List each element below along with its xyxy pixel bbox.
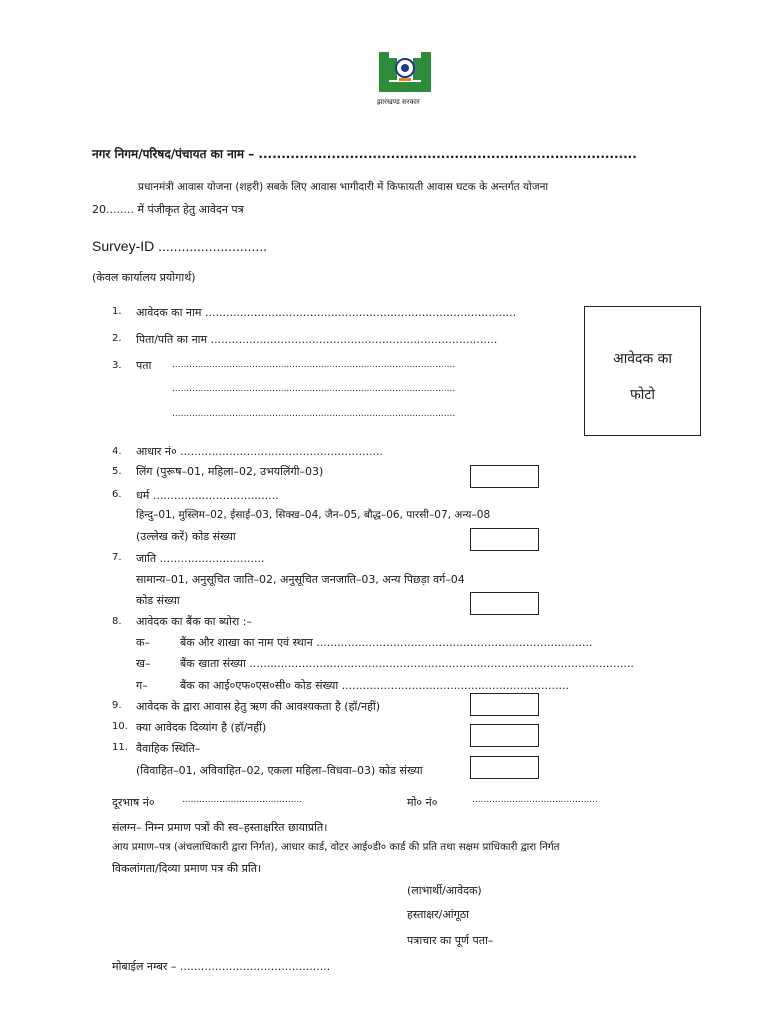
gender-code-box[interactable] <box>470 465 539 488</box>
mobile-label: मो० नं० <box>407 796 438 809</box>
mobile-dots: ............................................ <box>472 795 598 805</box>
field-number: 5. <box>112 466 122 477</box>
beneficiary-label: (लाभार्थी/आवेदक) <box>407 884 482 897</box>
caste-options: सामान्य–01, अनुसूचित जाति–02, अनुसूचित जनजाति–03, अन्य पिछड़ा वर्ग–04 <box>136 573 465 586</box>
address-line-1: ................................................................................................... <box>172 360 456 370</box>
field-number: 9. <box>112 700 122 711</box>
address-line-3: ................................................................................................... <box>172 409 456 419</box>
loan-required-field: आवेदक के द्वारा आवास हेतु ऋण की आवश्यकता है (हॉ/नहीं) <box>136 700 381 713</box>
field-number: 6. <box>112 489 122 500</box>
attachments-line-3: विकलांगता/दिव्या प्रमाण पत्र की प्रति। <box>112 862 262 875</box>
correspondence-address-label: पत्राचार का पूर्ण पता– <box>407 934 494 947</box>
field-number: 11. <box>112 742 128 753</box>
bank-branch-field: बैंक और शाखा का नाम एवं स्थान ............................................................................... <box>180 636 593 649</box>
field-number: 3. <box>112 360 122 371</box>
applicant-photo-box <box>584 306 701 436</box>
intro-line-1: प्रधानमंत्री आवास योजना (शहरी) सबके लिए आवास भागीदारी में किफायती आवास घटक के अन्तर्गत योजना <box>138 181 549 193</box>
disability-box[interactable] <box>470 724 539 747</box>
survey-id: Survey-ID ............................ <box>92 238 268 254</box>
field-number: 4. <box>112 446 122 457</box>
marital-status-options: (विवाहित–01, अविवाहित–02, एकला महिला–विधवा–03) कोड संख्या <box>136 764 423 777</box>
applicant-name-field: आवेदक का नाम ......................................................................................... <box>136 306 517 319</box>
intro-line-2: 20........ में पंजीकृत हेतु आवेदन पत्र <box>92 203 244 216</box>
phone-label: दूरभाष नं० <box>112 796 155 809</box>
bank-ifsc-field: बैंक का आई०एफ०एस०सी० कोड संख्या ................................................................. <box>180 679 569 692</box>
address-line-2: ................................................................................................... <box>172 384 456 394</box>
caste-code-label: कोड संख्या <box>136 594 180 607</box>
religion-field: धर्म .................................... <box>136 489 279 502</box>
attachments-line-2: आय प्रमाण–पत्र (अंचलाधिकारी द्वारा निर्गत), आधार कार्ड, वोटर आई०डी० कार्ड की प्रति तथा सक्षम प्राधिकारी द्वारा निर्गत <box>112 841 560 853</box>
caste-code-box[interactable] <box>470 592 539 615</box>
field-number: 1. <box>112 306 122 317</box>
bank-account-field: बैंक खाता संख्या .............................................................................................................. <box>180 657 634 670</box>
field-number: 8. <box>112 616 122 627</box>
field-number: 2. <box>112 333 122 344</box>
aadhaar-field: आधार नं० .......................................................... <box>136 445 383 458</box>
govt-label: झारखण्ड सरकार <box>377 98 420 106</box>
photo-label-2: फोटो <box>629 387 656 403</box>
office-use-note: (केवल कार्यालय प्रयोगार्थ) <box>92 271 196 284</box>
bank-subfield-label: ग– <box>136 679 148 692</box>
bank-details-heading: आवेदक का बैंक का ब्योरा :– <box>136 615 252 628</box>
mobile-number-field: मोबाईल नम्बर – ........................................... <box>112 960 331 973</box>
marital-status-field: वैवाहिक स्थिति– <box>136 742 201 755</box>
signature-label: हस्ताक्षर/आंगूठा <box>407 908 470 921</box>
caste-field: जाति .............................. <box>136 552 265 565</box>
field-number: 10. <box>112 721 128 732</box>
disability-field: क्या आवेदक दिव्यांग है (हॉ/नहीं) <box>136 721 267 734</box>
gender-field: लिंग (पुरूष–01, महिला–02, उभयलिंगी–03) <box>136 465 324 478</box>
bank-subfield-label: क– <box>136 636 150 649</box>
religion-options: हिन्दु–01, मुस्लिम–02, ईसाई–03, सिक्ख–04, जैन–05, बौद्ध–06, पारसी–07, अन्य–08 <box>136 509 491 521</box>
marital-status-box[interactable] <box>470 756 539 779</box>
attachments-line-1: संलग्न– निम्न प्रमाण पत्रों की स्व–हस्ताक्षरित छायाप्रति। <box>112 821 328 834</box>
loan-required-box[interactable] <box>470 693 539 716</box>
religion-code-label: (उल्लेख करें) कोड संख्या <box>136 530 236 543</box>
phone-dots: .......................................... <box>182 795 303 805</box>
photo-label-1: आवेदक का <box>612 351 673 367</box>
bank-subfield-label: ख– <box>136 657 151 670</box>
address-label: पता <box>136 359 152 372</box>
field-number: 7. <box>112 552 122 563</box>
religion-code-box[interactable] <box>470 528 539 551</box>
body-name-line: नगर निगम/परिषद/पंचायत का नाम – ................................................................................... <box>92 147 637 161</box>
father-husband-name-field: पिता/पति का नाम .................................................................................. <box>136 333 498 346</box>
